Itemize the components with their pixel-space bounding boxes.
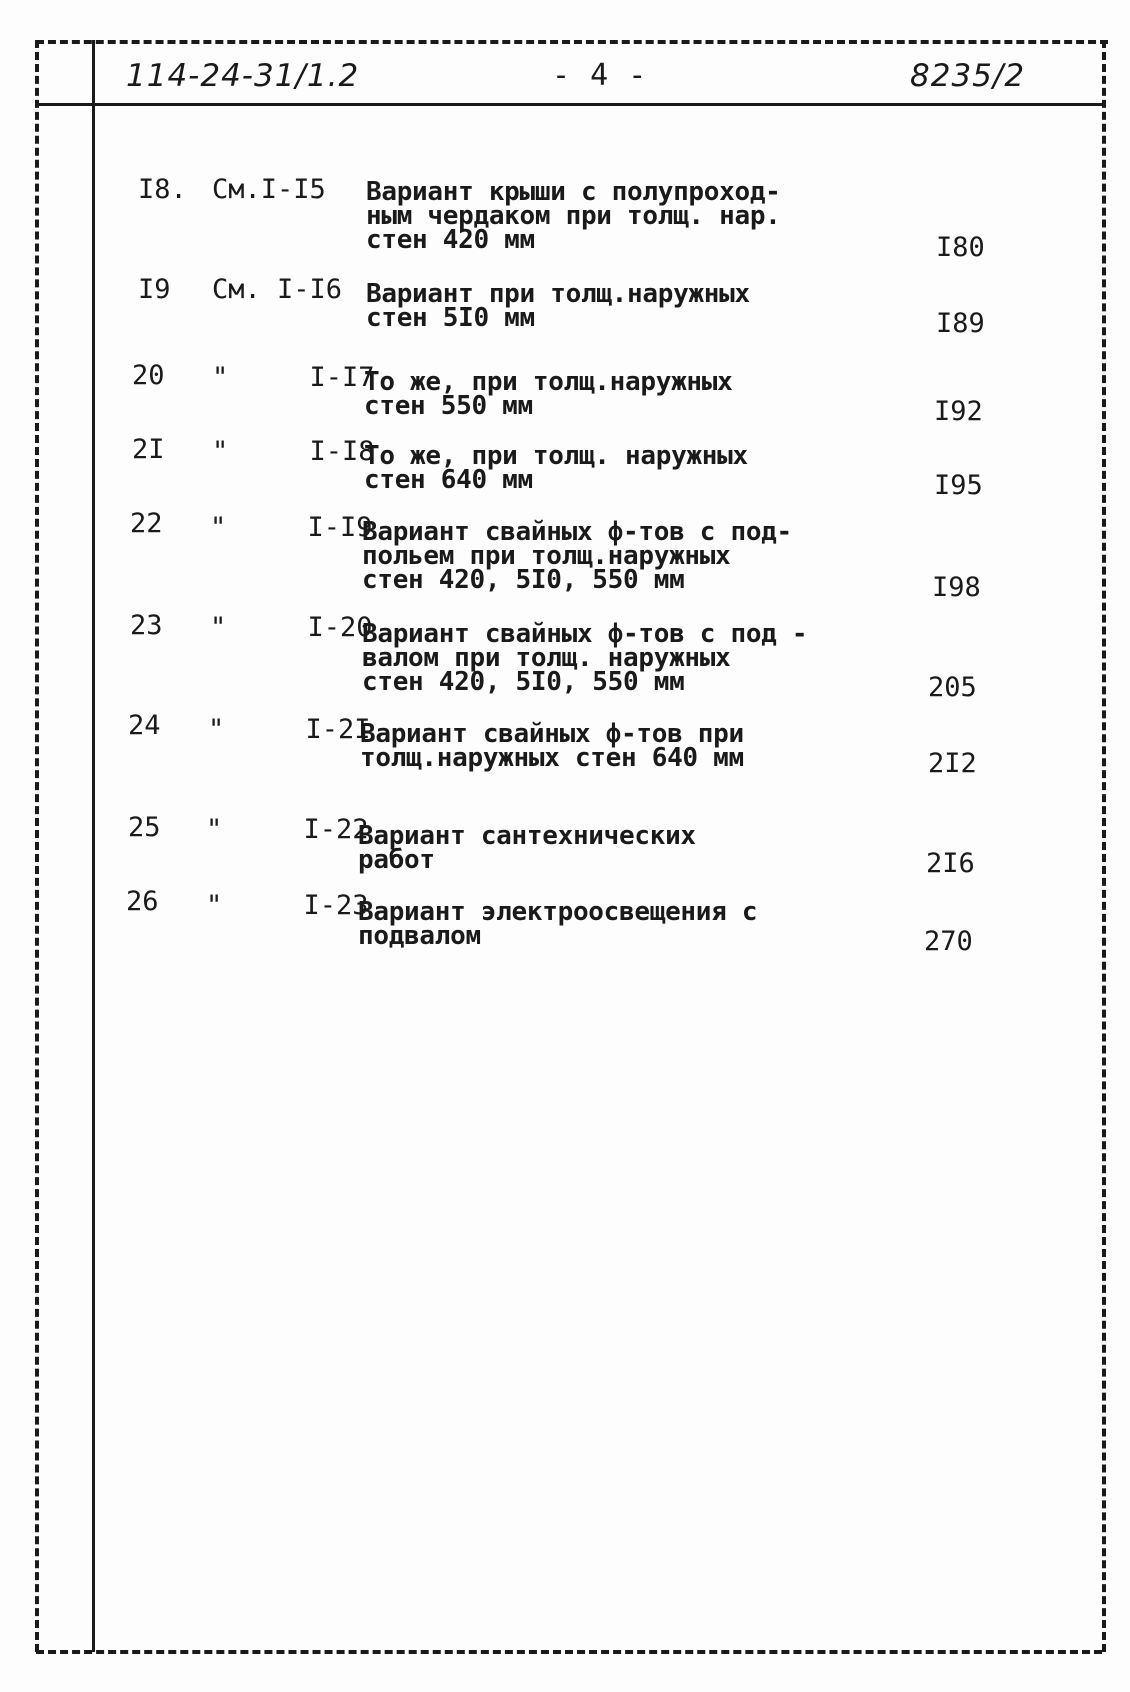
entry-description: То же, при толщ.наружных стен 550 мм — [364, 367, 733, 421]
entry-reference: " I-22 — [206, 814, 369, 845]
entry-number: 24 — [128, 710, 161, 741]
entry-number: 22 — [130, 508, 163, 539]
entry-reference: " I-I9 — [210, 512, 373, 543]
entry-description: Вариант крыши с полупроход- ным чердаком при толщ. нар. стен 420 мм — [366, 177, 781, 255]
entry-number: I9 — [138, 274, 171, 305]
entry-number: 2I — [132, 434, 165, 465]
binding-margin-line — [92, 40, 95, 1652]
entry-reference: " I-20 — [210, 612, 373, 643]
entry-page: I89 — [936, 308, 985, 339]
entry-reference: См. I-I6 — [212, 274, 343, 305]
entry-description: Вариант сантехнических работ — [358, 821, 696, 875]
frame-right-border — [1102, 40, 1106, 1652]
entry-description: Вариант свайных ф-тов с под- польем при толщ.наружных стен 420, 5I0, 550 мм — [362, 517, 792, 595]
frame-top-border — [36, 40, 1108, 44]
entry-description: То же, при толщ. наружных стен 640 мм — [364, 441, 748, 495]
entry-number: I8. — [138, 174, 187, 205]
entry-number: 20 — [132, 360, 165, 391]
document-code: 114-24-31/1.2 — [126, 58, 360, 94]
archive-number: 8235/2 — [910, 58, 1026, 94]
entry-number: 23 — [130, 610, 163, 641]
entry-number: 26 — [126, 886, 159, 917]
entry-number: 25 — [128, 812, 161, 843]
entry-reference: " I-I8 — [212, 436, 375, 467]
entry-page: I98 — [932, 572, 981, 603]
page-number: - 4 - — [552, 58, 648, 93]
entry-page: 270 — [924, 926, 973, 957]
entry-page: I80 — [936, 232, 985, 263]
entry-description: Вариант свайных ф-тов с под - валом при толщ. наружных стен 420, 5I0, 550 мм — [362, 619, 808, 697]
entry-page: 2I6 — [926, 848, 975, 879]
entry-reference: См.I-I5 — [212, 174, 326, 205]
entry-description: Вариант электроосвещения с подвалом — [358, 897, 758, 951]
frame-left-border — [35, 40, 39, 1652]
entry-reference: " I-2I — [208, 714, 371, 745]
entry-reference: " I-23 — [206, 890, 369, 921]
entry-description: Вариант при толщ.наружных стен 5I0 мм — [366, 279, 750, 333]
entry-page: 2I2 — [928, 748, 977, 779]
frame-bottom-border — [36, 1650, 1102, 1654]
entry-page: 205 — [928, 672, 977, 703]
header-rule — [36, 103, 1102, 106]
entry-description: Вариант свайных ф-тов при толщ.наружных стен 640 мм — [360, 719, 744, 773]
entry-page: I92 — [934, 396, 983, 427]
entry-reference: " I-I7 — [212, 362, 375, 393]
entry-page: I95 — [934, 470, 983, 501]
